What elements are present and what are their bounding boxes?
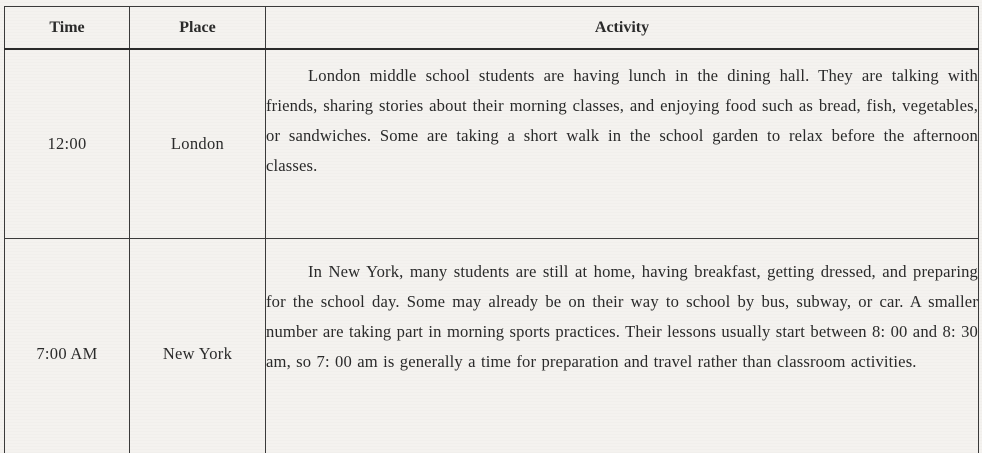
cell-time: 12:00	[5, 49, 130, 239]
activity-text: London middle school students are having lunch in the dining hall. They are talking with friends, sharing stories about their morning classes, and enjoying food such as bread, fish, vegetables, or sandwiches. Some are taking a short walk in the school garden to relax before the afternoon classes.	[266, 66, 978, 175]
activity-text: In New York, many students are still at home, having breakfast, getting dressed, and preparing for the school day. Some may already be on their way to school by bus, subway, or car. A smaller number are taking part in morning sports practices. Their lessons usually start between 8: 00 and 8: 30 am, so 7: 00 am is generally a time for preparation and travel rather than classroom activities.	[266, 262, 978, 371]
header-activity: Activity	[266, 7, 979, 50]
table-row	[5, 49, 979, 239]
schedule-table	[4, 6, 979, 453]
table-row	[5, 239, 979, 453]
cell-activity	[266, 239, 979, 453]
cell-place: New York	[130, 239, 266, 453]
table-header-row	[5, 7, 979, 50]
cell-time: 7:00 AM	[5, 239, 130, 453]
header-place: Place	[130, 7, 266, 50]
cell-place: London	[130, 49, 266, 239]
cell-activity	[266, 49, 979, 239]
header-time: Time	[5, 7, 130, 50]
